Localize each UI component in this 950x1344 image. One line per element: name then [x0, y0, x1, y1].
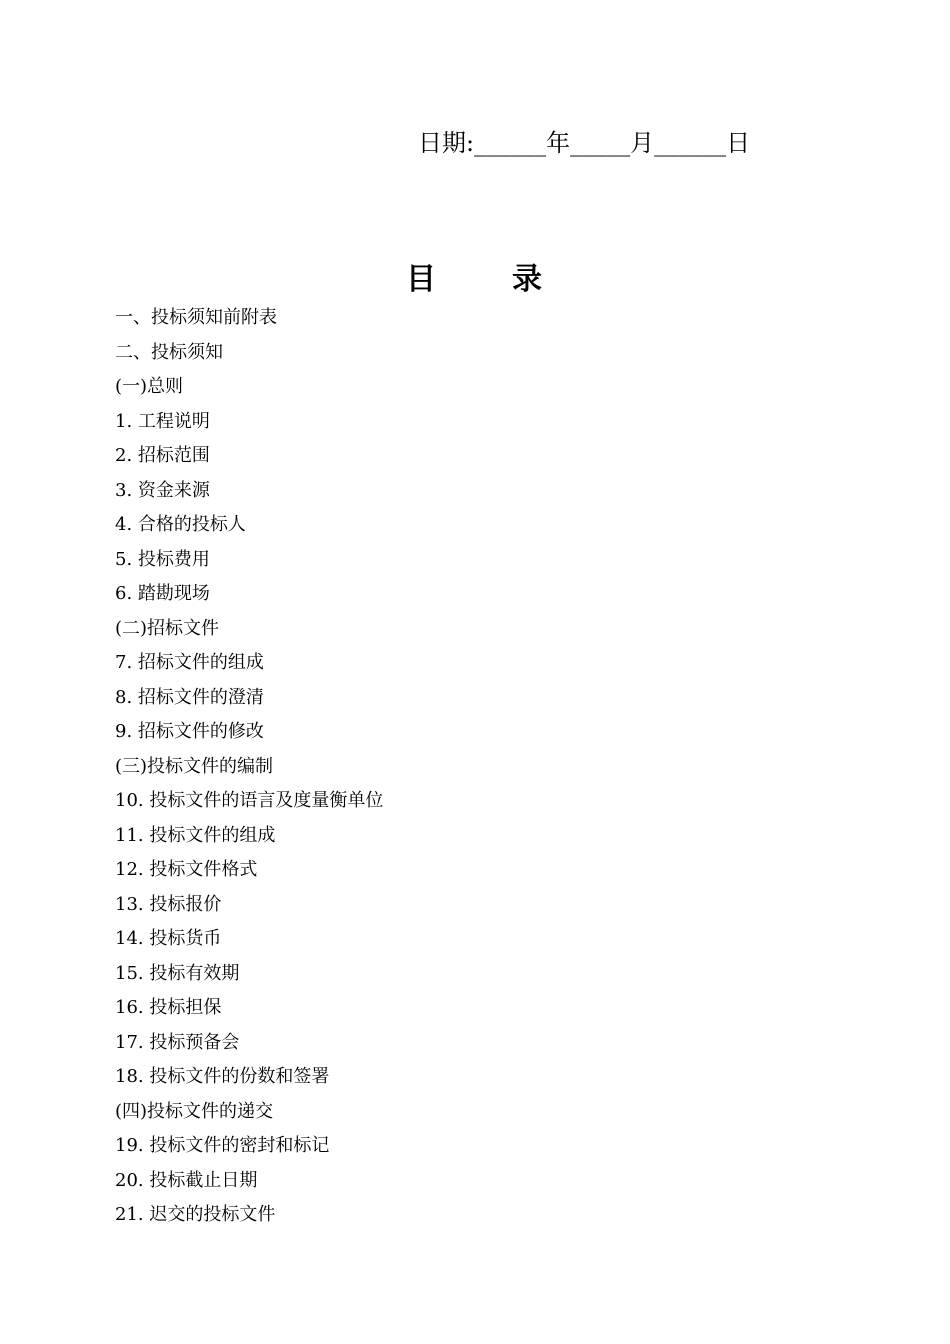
toc-item: 7. 招标文件的组成 — [115, 652, 264, 673]
toc-item: 二、投标须知 — [115, 341, 223, 363]
date-line: 日期:______年_____月______日 — [418, 129, 751, 157]
toc-item: 4. 合格的投标人 — [115, 514, 246, 535]
toc-item: 20. 投标截止日期 — [115, 1169, 258, 1191]
toc-item: 8. 招标文件的澄清 — [115, 686, 264, 708]
toc-title-part1: 目 — [406, 262, 438, 297]
toc-item: 9. 招标文件的修改 — [115, 721, 264, 742]
toc-item: (三)投标文件的编制 — [115, 755, 274, 777]
toc-item: 6. 踏勘现场 — [115, 583, 210, 604]
toc-item: 16. 投标担保 — [115, 997, 222, 1018]
toc-item: 19. 投标文件的密封和标记 — [115, 1135, 330, 1156]
toc-item: 2. 招标范围 — [115, 445, 210, 466]
toc-item: 14. 投标货币 — [115, 928, 222, 949]
toc-item: (二)招标文件 — [115, 617, 220, 639]
toc-item: 一、投标须知前附表 — [115, 307, 277, 328]
toc-item: 17. 投标预备会 — [115, 1031, 240, 1053]
toc-item: (一)总则 — [115, 376, 184, 397]
toc-title-part2: 录 — [512, 262, 544, 297]
toc-item: 3. 资金来源 — [115, 479, 210, 501]
toc-item: 21. 迟交的投标文件 — [115, 1204, 276, 1225]
toc-item: (四)投标文件的递交 — [115, 1100, 274, 1122]
toc-item: 15. 投标有效期 — [115, 962, 240, 984]
toc-item: 5. 投标费用 — [115, 548, 210, 570]
toc-item: 1. 工程说明 — [115, 410, 210, 432]
toc-item: 12. 投标文件格式 — [115, 859, 258, 880]
toc-title — [0, 259, 950, 301]
toc-item: 11. 投标文件的组成 — [115, 824, 276, 846]
toc-item: 13. 投标报价 — [115, 893, 222, 915]
toc-item: 10. 投标文件的语言及度量衡单位 — [115, 790, 384, 811]
toc-item: 18. 投标文件的份数和签署 — [115, 1066, 330, 1087]
toc-list — [115, 301, 383, 1233]
